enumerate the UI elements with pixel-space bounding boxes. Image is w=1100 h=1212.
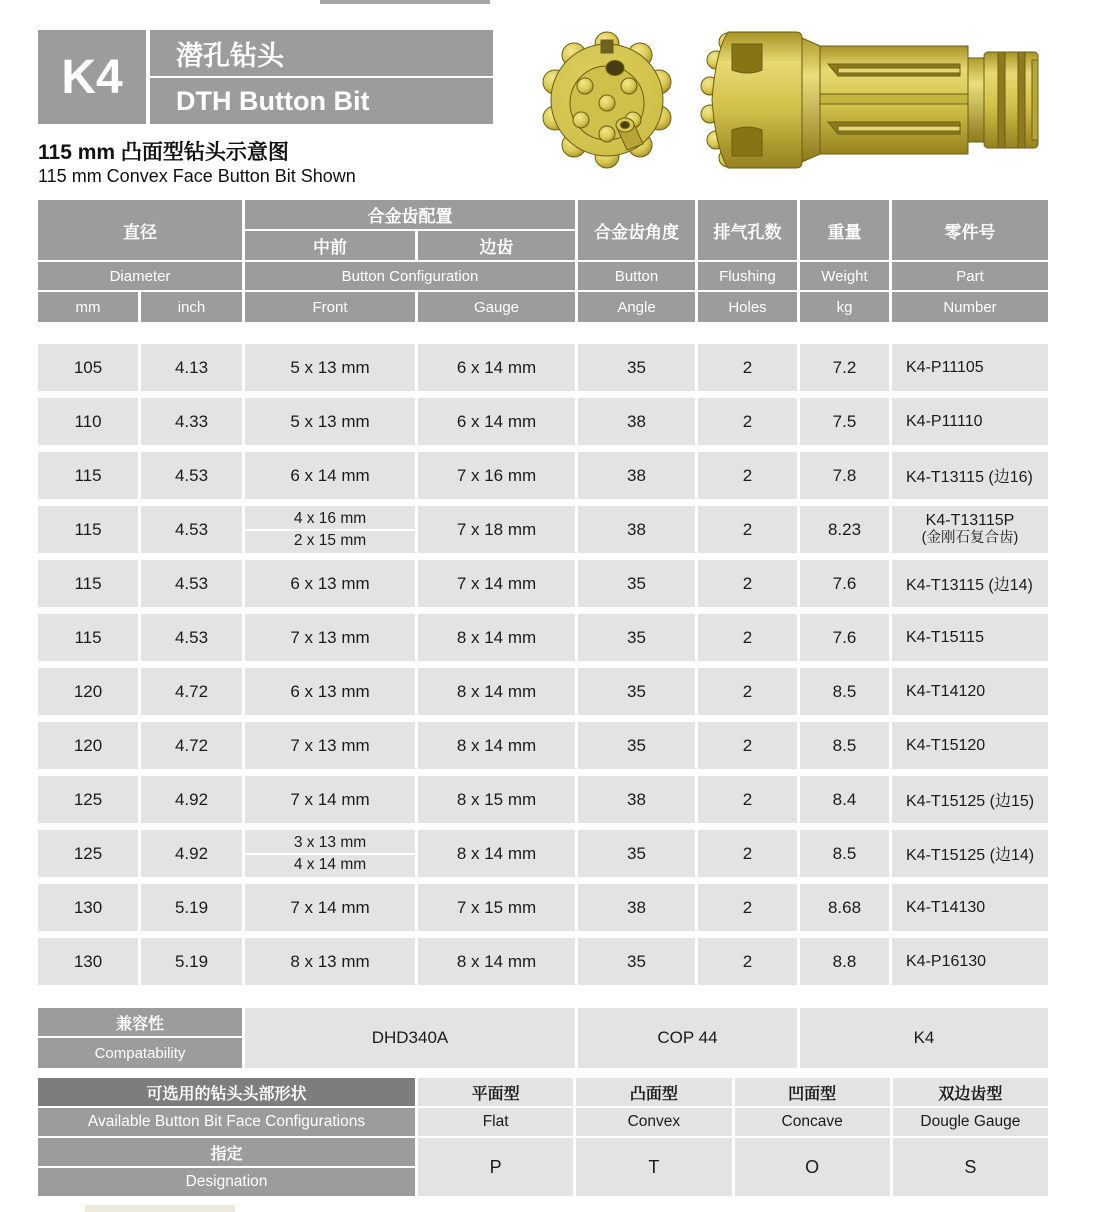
cell-part-number: K4-T13115 (边16) (892, 452, 1048, 499)
face-type-en: Dougle Gauge (893, 1108, 1048, 1136)
designation-label-cn: 指定 (38, 1138, 415, 1166)
cell-part-number: K4-T14120 (892, 668, 1048, 715)
cell-weight-kg: 7.8 (800, 452, 889, 499)
cell-button-angle: 35 (578, 614, 695, 661)
cell-gauge-config: 8 x 14 mm (418, 938, 575, 985)
header-gauge-cn: 边齿 (418, 231, 575, 260)
cell-weight-kg: 8.4 (800, 776, 889, 823)
cell-front-config: 5 x 13 mm (245, 344, 415, 391)
designation-label-en: Designation (38, 1168, 415, 1196)
cell-part-number: K4-P11105 (892, 344, 1048, 391)
compatibility-value: K4 (800, 1008, 1048, 1068)
table-row (38, 614, 1048, 661)
cell-weight-kg: 8.5 (800, 668, 889, 715)
cell-flushing-holes: 2 (698, 398, 797, 445)
cell-flushing-holes: 2 (698, 614, 797, 661)
cell-front-config: 7 x 13 mm (245, 614, 415, 661)
spec-table (38, 200, 1048, 992)
compatibility-value: COP 44 (578, 1008, 797, 1068)
cell-front-config: 5 x 13 mm (245, 398, 415, 445)
cell-weight-kg: 7.5 (800, 398, 889, 445)
table-row (38, 668, 1048, 715)
header-mm: mm (38, 292, 138, 322)
cell-front-config: 7 x 14 mm (245, 776, 415, 823)
face-type-cn: 平面型 (418, 1078, 573, 1106)
face-type-cn: 双边齿型 (893, 1078, 1048, 1106)
cell-part-number: K4-T13115 (边14) (892, 560, 1048, 607)
cell-gauge-config: 8 x 14 mm (418, 668, 575, 715)
cell-flushing-holes: 2 (698, 830, 797, 877)
cell-diameter-mm: 115 (38, 506, 138, 553)
cell-button-angle: 35 (578, 722, 695, 769)
cell-button-angle: 38 (578, 452, 695, 499)
cell-flushing-holes: 2 (698, 344, 797, 391)
cell-diameter-mm: 125 (38, 830, 138, 877)
header-inch: inch (141, 292, 242, 322)
cell-gauge-config: 8 x 14 mm (418, 614, 575, 661)
cell-button-angle: 38 (578, 776, 695, 823)
spec-header-en2 (38, 292, 1048, 322)
neck (968, 58, 984, 142)
cell-flushing-holes: 2 (698, 722, 797, 769)
page-title-en: DTH Button Bit (150, 78, 493, 124)
table-row (38, 830, 1048, 877)
header-diameter-cn: 直径 (38, 200, 242, 260)
cell-weight-kg: 7.6 (800, 614, 889, 661)
header-diameter-en: Diameter (38, 262, 242, 290)
header-config-cn: 合金齿配置 (245, 200, 575, 229)
cell-diameter-inch: 4.53 (141, 560, 242, 607)
cell-diameter-inch: 4.92 (141, 776, 242, 823)
cell-front-config: 6 x 13 mm (245, 560, 415, 607)
cell-flushing-holes: 2 (698, 938, 797, 985)
cell-gauge-config: 8 x 14 mm (418, 722, 575, 769)
cell-diameter-mm: 115 (38, 614, 138, 661)
face-type-cn: 凹面型 (735, 1078, 890, 1106)
header-kg: kg (800, 292, 889, 322)
cell-weight-kg: 8.23 (800, 506, 889, 553)
cell-flushing-holes: 2 (698, 884, 797, 931)
bit-head (701, 32, 802, 168)
cell-gauge-config: 8 x 14 mm (418, 830, 575, 877)
cell-gauge-config: 6 x 14 mm (418, 344, 575, 391)
cell-diameter-inch: 4.13 (141, 344, 242, 391)
face-type-code: S (893, 1138, 1048, 1196)
face-type-code: P (418, 1138, 573, 1196)
cell-gauge-config: 7 x 14 mm (418, 560, 575, 607)
header-flushing-cn: 排气孔数 (698, 200, 797, 260)
title-box (150, 30, 493, 124)
cell-diameter-mm: 120 (38, 722, 138, 769)
cell-gauge-config: 7 x 16 mm (418, 452, 575, 499)
cell-button-angle: 38 (578, 506, 695, 553)
header-config-group (245, 200, 575, 260)
cell-gauge-config: 7 x 15 mm (418, 884, 575, 931)
cell-diameter-inch: 5.19 (141, 938, 242, 985)
header-angle-en: Angle (578, 292, 695, 322)
cell-flushing-holes: 2 (698, 668, 797, 715)
cell-part-number: K4-T15115 (892, 614, 1048, 661)
cell-diameter-inch: 4.53 (141, 614, 242, 661)
top-cropped-bar (320, 0, 490, 4)
cell-part-number: K4-P16130 (892, 938, 1048, 985)
cell-part-number: K4-T14130 (892, 884, 1048, 931)
face-type-en: Convex (576, 1108, 731, 1136)
header-holes-en: Holes (698, 292, 797, 322)
header-weight-en: Weight (800, 262, 889, 290)
table-row (38, 344, 1048, 391)
cell-diameter-inch: 4.72 (141, 722, 242, 769)
cell-diameter-inch: 4.72 (141, 668, 242, 715)
cell-flushing-holes: 2 (698, 506, 797, 553)
compatibility-label-en: Compatability (38, 1038, 242, 1068)
page-title-cn: 潜孔钻头 (150, 30, 493, 76)
face-config-table (38, 1078, 1048, 1196)
head-collar (802, 38, 820, 162)
cell-diameter-inch: 5.19 (141, 884, 242, 931)
compatibility-value: DHD340A (245, 1008, 575, 1068)
compatibility-label (38, 1008, 242, 1068)
face-type-cn: 凸面型 (576, 1078, 731, 1106)
cell-button-angle: 38 (578, 884, 695, 931)
compatibility-table (38, 1008, 1048, 1068)
face-type-en: Concave (735, 1108, 890, 1136)
cell-button-angle: 38 (578, 398, 695, 445)
face-config-label-en: Available Button Bit Face Configurations (38, 1108, 415, 1136)
compatibility-label-cn: 兼容性 (38, 1008, 242, 1036)
spec-table-body (38, 344, 1048, 985)
header-angle-cn: 合金齿角度 (578, 200, 695, 260)
cell-button-angle: 35 (578, 344, 695, 391)
cell-flushing-holes: 2 (698, 776, 797, 823)
top-notch (601, 40, 613, 53)
drill-bit-face-view-image (541, 24, 673, 176)
cell-flushing-holes: 2 (698, 452, 797, 499)
cell-flushing-holes: 2 (698, 560, 797, 607)
cell-gauge-config: 7 x 18 mm (418, 506, 575, 553)
cell-diameter-mm: 130 (38, 884, 138, 931)
table-row (38, 884, 1048, 931)
cell-weight-kg: 8.5 (800, 722, 889, 769)
page-header (38, 30, 493, 124)
header-front-cn: 中前 (245, 231, 415, 260)
splined-body (820, 46, 968, 154)
face-config-label-cn: 可选用的钻头头部形状 (38, 1078, 415, 1106)
cell-diameter-inch: 4.53 (141, 506, 242, 553)
cell-weight-kg: 7.6 (800, 560, 889, 607)
table-row (38, 506, 1048, 553)
cell-gauge-config: 6 x 14 mm (418, 398, 575, 445)
cell-diameter-mm: 125 (38, 776, 138, 823)
cell-part-number: K4-T15120 (892, 722, 1048, 769)
subtitle-en: 115 mm Convex Face Button Bit Shown (38, 166, 356, 186)
cell-diameter-mm: 115 (38, 452, 138, 499)
cell-gauge-config: 8 x 15 mm (418, 776, 575, 823)
header-front-en: Front (245, 292, 415, 322)
cell-diameter-inch: 4.33 (141, 398, 242, 445)
table-row (38, 452, 1048, 499)
model-label: K4 (61, 50, 123, 104)
cell-weight-kg: 8.5 (800, 830, 889, 877)
cell-diameter-mm: 105 (38, 344, 138, 391)
table-row (38, 560, 1048, 607)
cell-front-config: 6 x 14 mm (245, 452, 415, 499)
cell-front-config: 7 x 14 mm (245, 884, 415, 931)
flushing-hole (606, 61, 624, 76)
cell-button-angle: 35 (578, 938, 695, 985)
spec-header-en1 (38, 262, 1048, 290)
table-row (38, 938, 1048, 985)
header-gauge-en: Gauge (418, 292, 575, 322)
face-type-code: O (735, 1138, 890, 1196)
face-config-values (418, 1078, 1048, 1196)
header-config-en: Button Configuration (245, 262, 575, 290)
shank-end (984, 52, 1038, 148)
cell-diameter-mm: 115 (38, 560, 138, 607)
cell-weight-kg: 8.8 (800, 938, 889, 985)
cell-diameter-mm: 110 (38, 398, 138, 445)
header-part-en: Part (892, 262, 1048, 290)
cell-diameter-mm: 120 (38, 668, 138, 715)
table-row (38, 722, 1048, 769)
cell-button-angle: 35 (578, 830, 695, 877)
spec-header-cn (38, 200, 1048, 260)
model-badge (38, 30, 146, 124)
header-weight-cn: 重量 (800, 200, 889, 260)
header-flushing-en: Flushing (698, 262, 797, 290)
cell-part-number: K4-T15125 (边15) (892, 776, 1048, 823)
face-config-labels (38, 1078, 415, 1196)
cell-front-config: 3 x 13 mm 4 x 14 mm (245, 830, 415, 877)
cell-diameter-mm: 130 (38, 938, 138, 985)
cell-button-angle: 35 (578, 668, 695, 715)
table-row (38, 398, 1048, 445)
header-part-cn: 零件号 (892, 200, 1048, 260)
cell-weight-kg: 7.2 (800, 344, 889, 391)
subtitle-cn: 115 mm 凸面型钻头示意图 (38, 141, 289, 164)
cell-front-config: 7 x 13 mm (245, 722, 415, 769)
cell-weight-kg: 8.68 (800, 884, 889, 931)
cell-part-number: K4-P11110 (892, 398, 1048, 445)
cell-front-config: 8 x 13 mm (245, 938, 415, 985)
cell-part-number: K4-T15125 (边14) (892, 830, 1048, 877)
face-type-en: Flat (418, 1108, 573, 1136)
cell-front-config: 4 x 16 mm 2 x 15 mm (245, 506, 415, 553)
table-row (38, 776, 1048, 823)
header-number-en: Number (892, 292, 1048, 322)
face-type-code: T (576, 1138, 731, 1196)
cell-diameter-inch: 4.92 (141, 830, 242, 877)
bottom-cropped-fragment (85, 1205, 235, 1212)
cell-front-config: 6 x 13 mm (245, 668, 415, 715)
header-button-en: Button (578, 262, 695, 290)
drill-bit-side-view-image (698, 24, 1048, 176)
cell-diameter-inch: 4.53 (141, 452, 242, 499)
cell-button-angle: 35 (578, 560, 695, 607)
cell-part-number: K4-T13115P (金刚石复合齿) (892, 506, 1048, 553)
